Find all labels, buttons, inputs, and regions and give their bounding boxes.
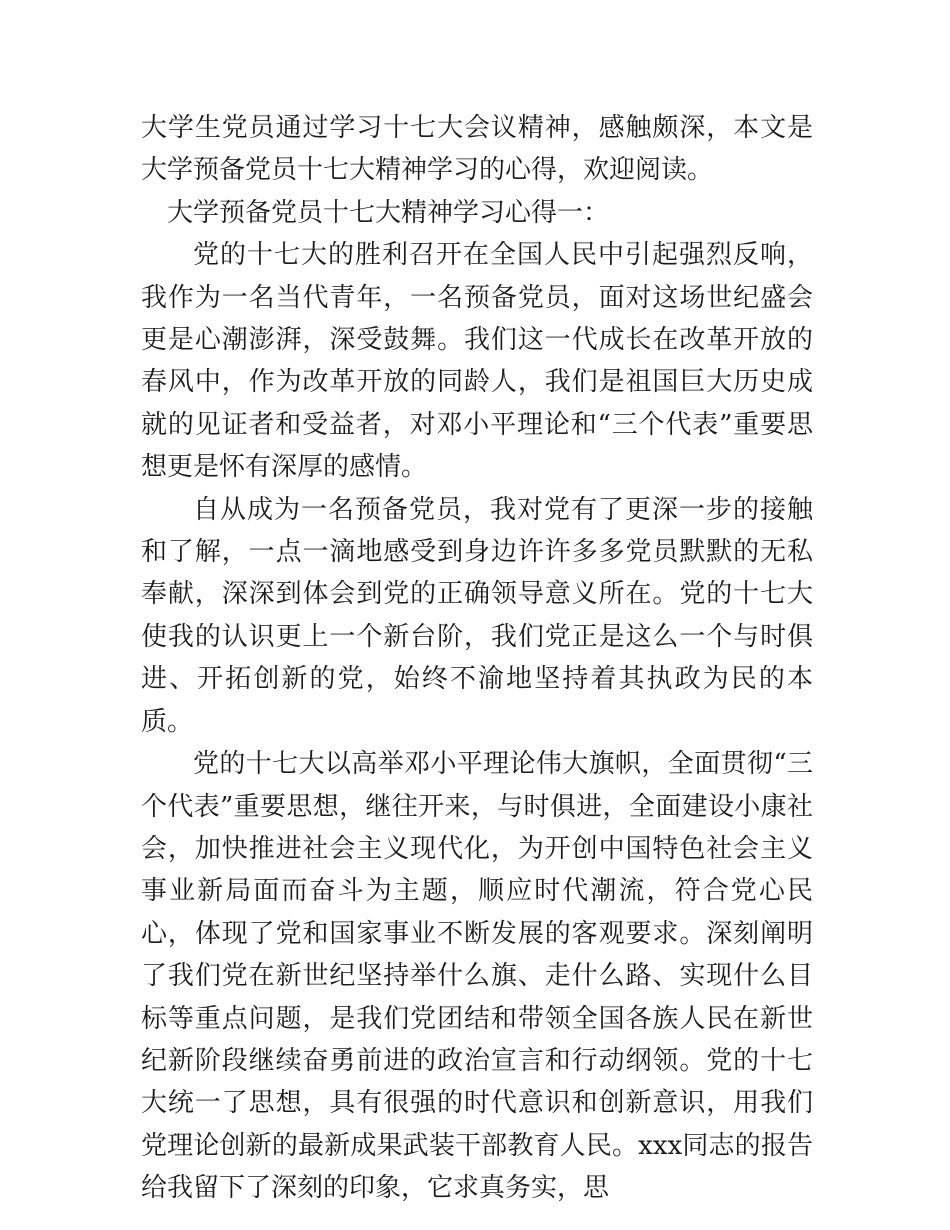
body-paragraph-2: 自从成为一名预备党员，我对党有了更深一步的接触和了解，一点一滴地感受到身边许许多多党员默默的无私奉献，深深到体会到党的正确领导意义所在。党的十七大使我的认识更上一个新台阶，我们党正是这么一个与时俱进、开拓创新的党，始终不渝地坚持着其执政为民的本质。 (141, 494, 813, 737)
intro-paragraph: 大学生党员通过学习十七大会议精神，感触颇深，本文是大学预备党员十七大精神学习的心得，欢迎阅读。 (141, 113, 813, 186)
body-paragraph-1: 党的十七大的胜利召开在全国人民中引起强烈反响，我作为一名当代青年，一名预备党员，面对这场世纪盛会更是心潮澎湃，深受鼓舞。我们这一代成长在改革开放的春风中，作为改革开放的同龄人，我们是祖国巨大历史成就的见证者和受益者，对邓小平理论和“三个代表”重要思想更是怀有深厚的感情。 (141, 240, 813, 483)
section-heading: 大学预备党员十七大精神学习心得一： (167, 197, 610, 228)
document-body (141, 107, 813, 1210)
body-paragraph-3: 党的十七大以高举邓小平理论伟大旗帜，全面贯彻“三个代表”重要思想，继往开来，与时俱进，全面建设小康社会，加快推进社会主义现代化，为开创中国特色社会主义事业新局面而奋斗为主题，顺应时代潮流，符合党心民心，体现了党和国家事业不断发展的客观要求。深刻阐明了我们党在新世纪坚持举什么旗、走什么路、实现什么目标等重点问题，是我们党团结和带领全国各族人民在新世纪新阶段继续奋勇前进的政治宣言和行动纲领。党的十七大统一了思想，具有很强的时代意识和创新意识，用我们党理论创新的最新成果武装干部教育人民。xxx同志的报告给我留下了深刻的印象，它求真务实，思 (141, 749, 813, 1204)
